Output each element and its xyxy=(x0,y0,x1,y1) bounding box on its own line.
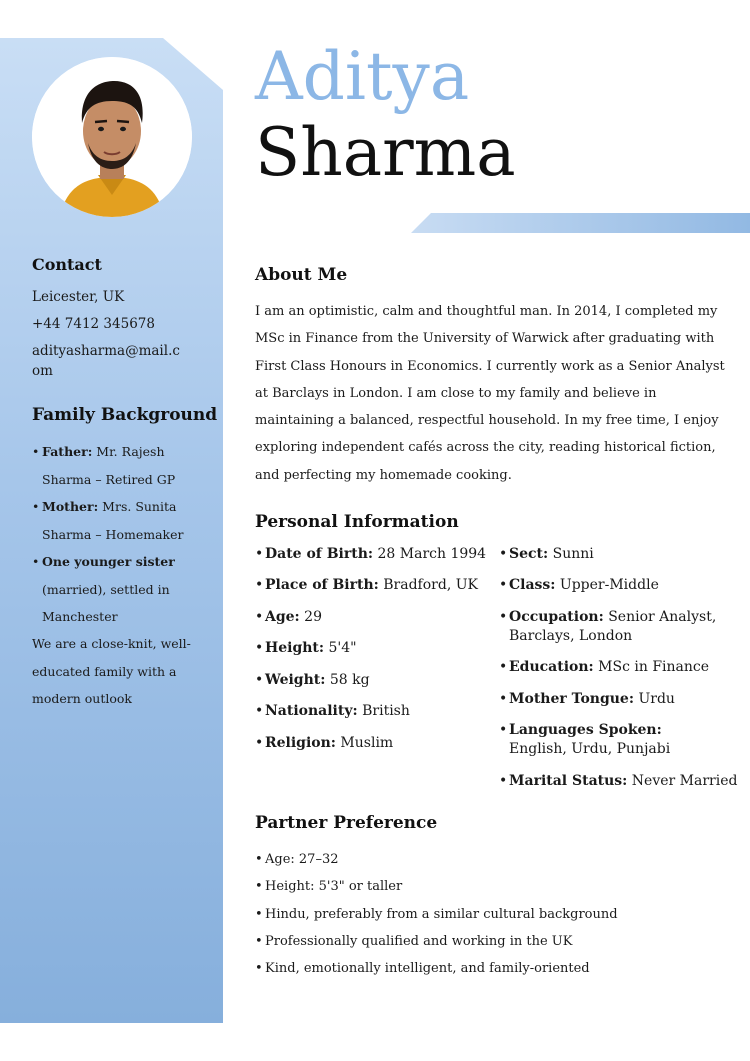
partner-item: • Professionally qualified and working in the UK xyxy=(255,928,725,955)
profile-portrait-image xyxy=(32,57,192,217)
partner-preference-heading: Partner Preference xyxy=(255,813,438,833)
family-list xyxy=(32,438,202,631)
info-place-of-birth: • Place of Birth: Bradford, UK xyxy=(255,576,505,595)
contact-heading: Contact xyxy=(32,255,102,274)
family-item-father: • Father: Mr. Rajesh Sharma – Retired GP xyxy=(32,438,202,493)
name-last: Sharma xyxy=(255,114,516,191)
family-note: We are a close-knit, well-educated family with a modern outlook xyxy=(32,636,191,706)
info-sect: • Sect: Sunni xyxy=(499,545,749,564)
partner-item: • Age: 27–32 xyxy=(255,846,725,873)
personal-info-heading: Personal Information xyxy=(255,512,459,532)
info-mother-tongue: • Mother Tongue: Urdu xyxy=(499,690,749,709)
partner-preference-list xyxy=(255,846,725,982)
family-item-mother: • Mother: Mrs. Sunita Sharma – Homemaker xyxy=(32,493,202,548)
family-heading: Family Background xyxy=(32,405,218,425)
contact-phone: +44 7412 345678 xyxy=(32,316,155,332)
header-accent-bar xyxy=(411,213,750,233)
partner-item: • Height: 5'3" or taller xyxy=(255,873,725,900)
name-first: Aditya xyxy=(255,38,470,115)
info-date-of-birth: • Date of Birth: 28 March 1994 xyxy=(255,545,505,564)
info-education: • Education: MSc in Finance xyxy=(499,658,749,677)
contact-location: Leicester, UK xyxy=(32,289,125,305)
profile-photo xyxy=(32,57,192,217)
info-class: • Class: Upper-Middle xyxy=(499,576,749,595)
info-occupation: • Occupation: Senior Analyst, Barclays, London xyxy=(499,608,719,646)
info-weight: • Weight: 58 kg xyxy=(255,671,505,690)
contact-email[interactable]: adityasharma@mail.com xyxy=(32,343,180,379)
family-item-sister: • One younger sister (married), settled in Manchester xyxy=(32,548,202,631)
partner-item: • Kind, emotionally intelligent, and family-oriented xyxy=(255,955,725,982)
info-age: • Age: 29 xyxy=(255,608,505,627)
info-nationality: • Nationality: British xyxy=(255,702,505,721)
info-marital-status: • Marital Status: Never Married xyxy=(499,772,749,791)
about-heading: About Me xyxy=(255,265,348,285)
info-languages: • Languages Spoken: English, Urdu, Punjabi xyxy=(499,721,724,759)
info-height: • Height: 5'4" xyxy=(255,639,505,658)
about-text: I am an optimistic, calm and thoughtful man. In 2014, I completed my MSc in Finance from the University of Warwick after graduating with First Class Honours in Economics. I currently work as a Senior Analyst at Barclays in London. I am close to my family and believe in maintaining a balanced, respectful household. In my free time, I enjoy exploring independent cafés across the city, reading historical fiction, and perfecting my homemade cooking. xyxy=(255,304,725,483)
info-religion: • Religion: Muslim xyxy=(255,734,505,753)
partner-item: • Hindu, preferably from a similar cultural background xyxy=(255,901,725,928)
